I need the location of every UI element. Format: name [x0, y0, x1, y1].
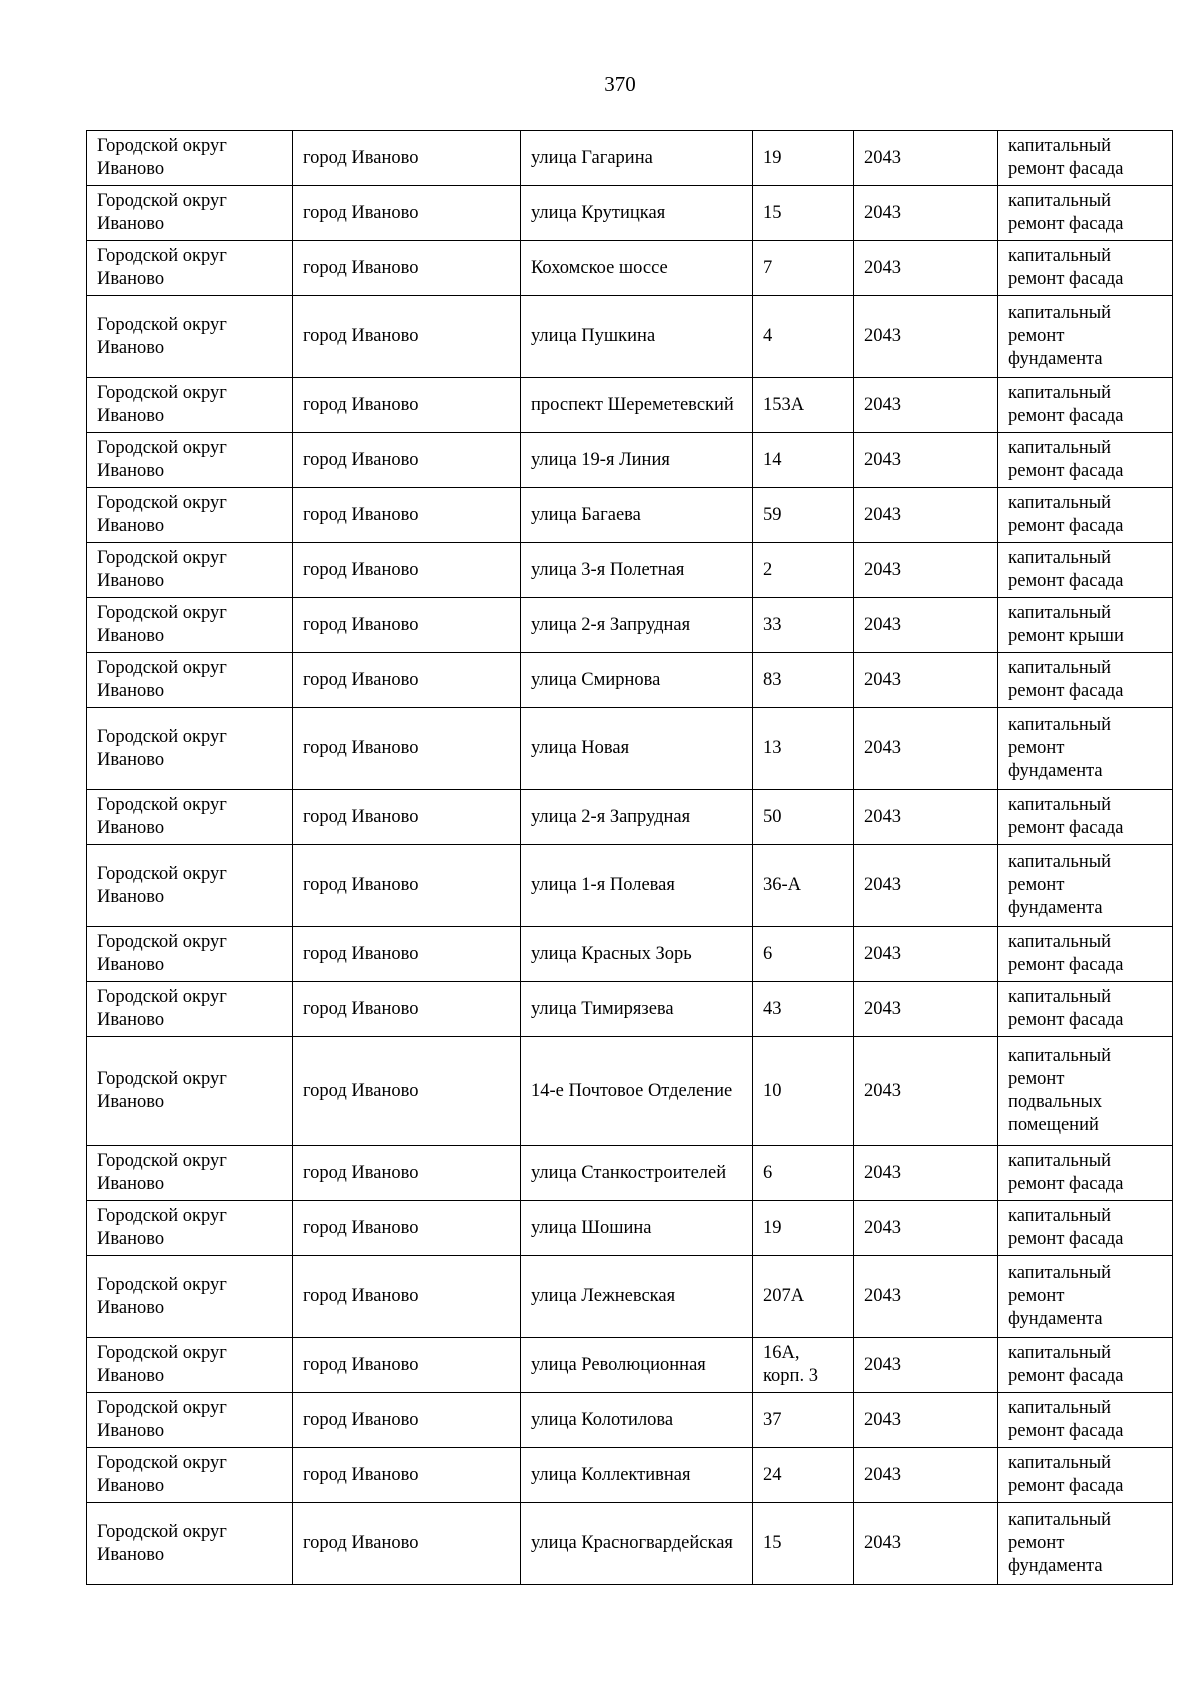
- year-cell: 2043: [854, 378, 998, 433]
- year-cell: 2043: [854, 1338, 998, 1393]
- street-cell: улица 1-я Полевая: [521, 845, 753, 927]
- work-type-cell: капитальный ремонт фундамента: [998, 845, 1173, 927]
- work-type-cell: капитальный ремонт фасада: [998, 378, 1173, 433]
- table-body: [87, 131, 1173, 1585]
- year-cell: 2043: [854, 1037, 998, 1146]
- work-type-cell: капитальный ремонт подвальных помещений: [998, 1037, 1173, 1146]
- district-cell: Городской округ Иваново: [87, 131, 293, 186]
- street-cell: улица Тимирязева: [521, 982, 753, 1037]
- city-cell: город Иваново: [293, 1338, 521, 1393]
- work-type-cell: капитальный ремонт фасада: [998, 653, 1173, 708]
- district-cell: Городской округ Иваново: [87, 653, 293, 708]
- house-number-cell: 43: [753, 982, 854, 1037]
- street-cell: улица Коллективная: [521, 1448, 753, 1503]
- street-cell: улица 19-я Линия: [521, 433, 753, 488]
- district-cell: Городской округ Иваново: [87, 790, 293, 845]
- work-type-cell: капитальный ремонт фасада: [998, 1338, 1173, 1393]
- district-cell: Городской округ Иваново: [87, 1146, 293, 1201]
- street-cell: улица Пушкина: [521, 296, 753, 378]
- city-cell: город Иваново: [293, 1201, 521, 1256]
- table-row: [87, 543, 1173, 598]
- city-cell: город Иваново: [293, 1393, 521, 1448]
- repair-schedule-table: [86, 130, 1173, 1585]
- district-cell: Городской округ Иваново: [87, 1201, 293, 1256]
- house-number-cell: 6: [753, 927, 854, 982]
- city-cell: город Иваново: [293, 1503, 521, 1585]
- city-cell: город Иваново: [293, 653, 521, 708]
- district-cell: Городской округ Иваново: [87, 1256, 293, 1338]
- city-cell: город Иваново: [293, 543, 521, 598]
- house-number-cell: 59: [753, 488, 854, 543]
- table-row: [87, 653, 1173, 708]
- street-cell: улица Революционная: [521, 1338, 753, 1393]
- year-cell: 2043: [854, 1503, 998, 1585]
- street-cell: улица Шошина: [521, 1201, 753, 1256]
- street-cell: улица Багаева: [521, 488, 753, 543]
- table-row: [87, 131, 1173, 186]
- year-cell: 2043: [854, 488, 998, 543]
- street-cell: улица 2-я Запрудная: [521, 790, 753, 845]
- city-cell: город Иваново: [293, 598, 521, 653]
- work-type-cell: капитальный ремонт фасада: [998, 131, 1173, 186]
- house-number-cell: 14: [753, 433, 854, 488]
- work-type-cell: капитальный ремонт фасада: [998, 488, 1173, 543]
- table-row: [87, 296, 1173, 378]
- year-cell: 2043: [854, 790, 998, 845]
- table-row: [87, 1146, 1173, 1201]
- year-cell: 2043: [854, 433, 998, 488]
- city-cell: город Иваново: [293, 488, 521, 543]
- year-cell: 2043: [854, 845, 998, 927]
- city-cell: город Иваново: [293, 241, 521, 296]
- street-cell: улица Новая: [521, 708, 753, 790]
- year-cell: 2043: [854, 598, 998, 653]
- district-cell: Городской округ Иваново: [87, 296, 293, 378]
- table-row: [87, 1256, 1173, 1338]
- house-number-cell: 7: [753, 241, 854, 296]
- work-type-cell: капитальный ремонт фасада: [998, 1146, 1173, 1201]
- district-cell: Городской округ Иваново: [87, 982, 293, 1037]
- district-cell: Городской округ Иваново: [87, 845, 293, 927]
- district-cell: Городской округ Иваново: [87, 186, 293, 241]
- work-type-cell: капитальный ремонт фасада: [998, 433, 1173, 488]
- district-cell: Городской округ Иваново: [87, 1338, 293, 1393]
- year-cell: 2043: [854, 927, 998, 982]
- city-cell: город Иваново: [293, 433, 521, 488]
- city-cell: город Иваново: [293, 378, 521, 433]
- district-cell: Городской округ Иваново: [87, 927, 293, 982]
- year-cell: 2043: [854, 131, 998, 186]
- street-cell: улица Красных Зорь: [521, 927, 753, 982]
- table-row: [87, 845, 1173, 927]
- year-cell: 2043: [854, 708, 998, 790]
- table-row: [87, 488, 1173, 543]
- district-cell: Городской округ Иваново: [87, 598, 293, 653]
- table-row: [87, 1503, 1173, 1585]
- work-type-cell: капитальный ремонт фундамента: [998, 708, 1173, 790]
- city-cell: город Иваново: [293, 927, 521, 982]
- year-cell: 2043: [854, 543, 998, 598]
- house-number-cell: 207А: [753, 1256, 854, 1338]
- street-cell: улица Колотилова: [521, 1393, 753, 1448]
- house-number-cell: 153А: [753, 378, 854, 433]
- table-row: [87, 1393, 1173, 1448]
- table-row: [87, 708, 1173, 790]
- district-cell: Городской округ Иваново: [87, 708, 293, 790]
- table-row: [87, 1338, 1173, 1393]
- city-cell: город Иваново: [293, 131, 521, 186]
- house-number-cell: 16А, корп. 3: [753, 1338, 854, 1393]
- house-number-cell: 2: [753, 543, 854, 598]
- table-row: [87, 1448, 1173, 1503]
- street-cell: улица 3-я Полетная: [521, 543, 753, 598]
- year-cell: 2043: [854, 241, 998, 296]
- work-type-cell: капитальный ремонт фасада: [998, 1393, 1173, 1448]
- table-row: [87, 790, 1173, 845]
- year-cell: 2043: [854, 1201, 998, 1256]
- district-cell: Городской округ Иваново: [87, 1037, 293, 1146]
- house-number-cell: 36-А: [753, 845, 854, 927]
- work-type-cell: капитальный ремонт фасада: [998, 543, 1173, 598]
- district-cell: Городской округ Иваново: [87, 1393, 293, 1448]
- house-number-cell: 4: [753, 296, 854, 378]
- house-number-cell: 33: [753, 598, 854, 653]
- district-cell: Городской округ Иваново: [87, 488, 293, 543]
- year-cell: 2043: [854, 1393, 998, 1448]
- district-cell: Городской округ Иваново: [87, 241, 293, 296]
- table-row: [87, 598, 1173, 653]
- city-cell: город Иваново: [293, 1037, 521, 1146]
- district-cell: Городской округ Иваново: [87, 1503, 293, 1585]
- city-cell: город Иваново: [293, 982, 521, 1037]
- district-cell: Городской округ Иваново: [87, 543, 293, 598]
- street-cell: улица Крутицкая: [521, 186, 753, 241]
- house-number-cell: 15: [753, 1503, 854, 1585]
- year-cell: 2043: [854, 1256, 998, 1338]
- city-cell: город Иваново: [293, 186, 521, 241]
- table-row: [87, 982, 1173, 1037]
- city-cell: город Иваново: [293, 845, 521, 927]
- year-cell: 2043: [854, 296, 998, 378]
- street-cell: улица Красногвардейская: [521, 1503, 753, 1585]
- work-type-cell: капитальный ремонт фасада: [998, 982, 1173, 1037]
- district-cell: Городской округ Иваново: [87, 433, 293, 488]
- house-number-cell: 37: [753, 1393, 854, 1448]
- street-cell: улица Гагарина: [521, 131, 753, 186]
- page-number: 370: [604, 72, 636, 96]
- house-number-cell: 19: [753, 131, 854, 186]
- work-type-cell: капитальный ремонт фасада: [998, 241, 1173, 296]
- house-number-cell: 24: [753, 1448, 854, 1503]
- table-row: [87, 241, 1173, 296]
- work-type-cell: капитальный ремонт крыши: [998, 598, 1173, 653]
- street-cell: улица Смирнова: [521, 653, 753, 708]
- district-cell: Городской округ Иваново: [87, 378, 293, 433]
- year-cell: 2043: [854, 1448, 998, 1503]
- table-row: [87, 927, 1173, 982]
- work-type-cell: капитальный ремонт фасада: [998, 927, 1173, 982]
- year-cell: 2043: [854, 1146, 998, 1201]
- work-type-cell: капитальный ремонт фасада: [998, 1201, 1173, 1256]
- street-cell: улица 2-я Запрудная: [521, 598, 753, 653]
- street-cell: улица Лежневская: [521, 1256, 753, 1338]
- work-type-cell: капитальный ремонт фундамента: [998, 296, 1173, 378]
- house-number-cell: 10: [753, 1037, 854, 1146]
- work-type-cell: капитальный ремонт фундамента: [998, 1503, 1173, 1585]
- city-cell: город Иваново: [293, 790, 521, 845]
- work-type-cell: капитальный ремонт фасада: [998, 790, 1173, 845]
- house-number-cell: 19: [753, 1201, 854, 1256]
- table-row: [87, 186, 1173, 241]
- city-cell: город Иваново: [293, 708, 521, 790]
- work-type-cell: капитальный ремонт фасада: [998, 186, 1173, 241]
- city-cell: город Иваново: [293, 1146, 521, 1201]
- house-number-cell: 6: [753, 1146, 854, 1201]
- year-cell: 2043: [854, 982, 998, 1037]
- table-row: [87, 1037, 1173, 1146]
- house-number-cell: 50: [753, 790, 854, 845]
- house-number-cell: 15: [753, 186, 854, 241]
- year-cell: 2043: [854, 186, 998, 241]
- city-cell: город Иваново: [293, 296, 521, 378]
- table-row: [87, 378, 1173, 433]
- year-cell: 2043: [854, 653, 998, 708]
- city-cell: город Иваново: [293, 1448, 521, 1503]
- city-cell: город Иваново: [293, 1256, 521, 1338]
- house-number-cell: 13: [753, 708, 854, 790]
- district-cell: Городской округ Иваново: [87, 1448, 293, 1503]
- table-row: [87, 433, 1173, 488]
- work-type-cell: капитальный ремонт фундамента: [998, 1256, 1173, 1338]
- table-row: [87, 1201, 1173, 1256]
- street-cell: проспект Шереметевский: [521, 378, 753, 433]
- house-number-cell: 83: [753, 653, 854, 708]
- street-cell: улица Станкостроителей: [521, 1146, 753, 1201]
- work-type-cell: капитальный ремонт фасада: [998, 1448, 1173, 1503]
- street-cell: 14-е Почтовое Отделение: [521, 1037, 753, 1146]
- street-cell: Кохомское шоссе: [521, 241, 753, 296]
